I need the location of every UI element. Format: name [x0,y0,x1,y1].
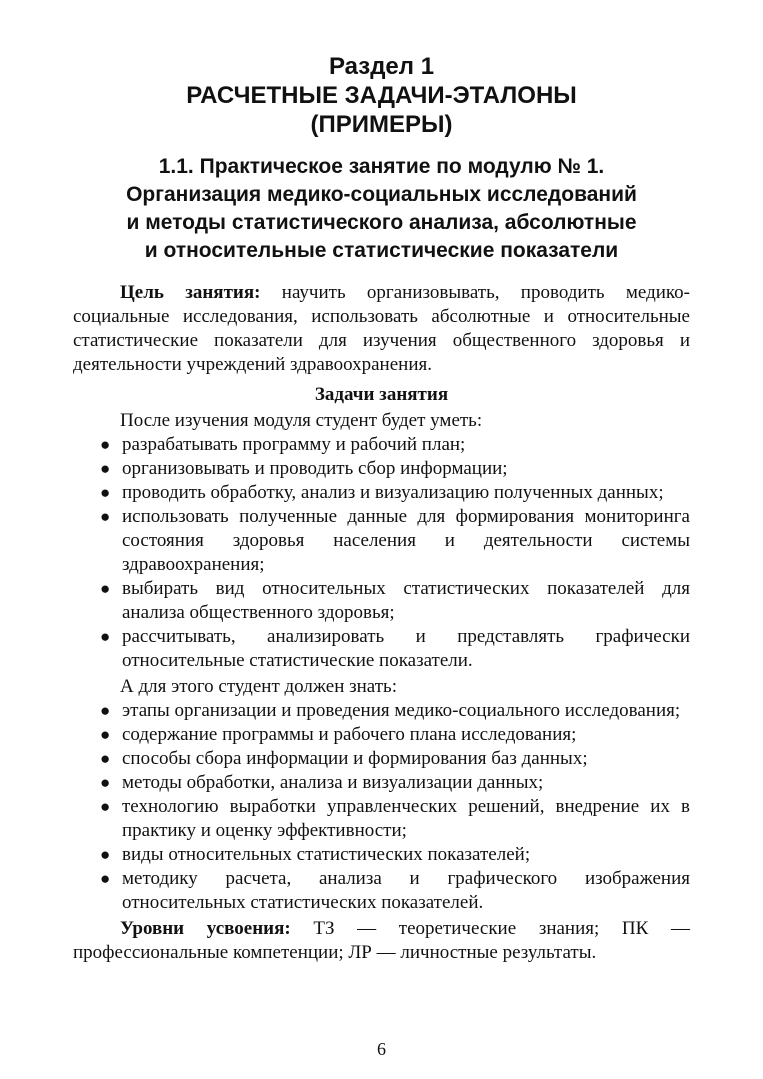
list-item-text: технологию выработки управленческих решений, внедрение их в практику и оценку эффективности; [122,796,690,841]
list-item [73,505,690,577]
list-item-text: организовывать и проводить сбор информации; [122,458,508,479]
levels-paragraph [73,917,690,965]
goal-label: Цель занятия: [120,282,261,303]
list-item [73,795,690,843]
list-item [73,625,690,673]
bullet-icon: ● [100,579,111,598]
list-item-text: разрабатывать программу и рабочий план; [122,434,466,455]
knowledge-list [73,699,690,915]
list-item-text: проводить обработку, анализ и визуализацию полученных данных; [122,482,664,503]
list-item-text: способы сбора информации и формирования баз данных; [122,748,588,769]
list-item [73,771,690,795]
list-item-text: содержание программы и рабочего плана исследования; [122,724,577,745]
bullet-icon: ● [100,749,111,768]
list-item [73,723,690,747]
subsection-title-line2: Организация медико-социальных исследований [126,183,637,206]
skills-list [73,433,690,673]
bullet-icon: ● [100,845,111,864]
knowledge-intro: А для этого студент должен знать: [120,676,397,697]
list-item [73,577,690,625]
section-heading [73,52,690,139]
list-item-text: использовать полученные данные для формирования мониторинга состояния здоровья населения и деятельности системы здравоохранения; [122,506,690,575]
bullet-icon: ● [100,797,111,816]
levels-text: ТЗ — теоретические знания; ПК — профессиональные компетенции; ЛР — личностные результаты. [73,918,690,963]
list-item-text: виды относительных статистических показателей; [122,844,531,865]
bullet-icon: ● [100,483,111,502]
list-item-text: выбирать вид относительных статистических показателей для анализа общественного здоровья; [122,578,690,623]
section-label: Раздел 1 [328,53,435,80]
bullet-icon: ● [100,773,111,792]
levels-label: Уровни усвоения: [120,918,291,939]
bullet-icon: ● [100,869,111,888]
bullet-icon: ● [100,435,111,454]
subsection-title-line3: и методы статистического анализа, абсолютные [126,211,637,234]
list-item [73,457,690,481]
list-item [73,867,690,915]
list-item [73,433,690,457]
list-item [73,481,690,505]
bullet-icon: ● [100,701,111,720]
tasks-heading: Задачи занятия [314,384,449,405]
section-title-line1: РАСЧЕТНЫЕ ЗАДАЧИ-ЭТАЛОНЫ [186,82,577,109]
bullet-icon: ● [100,627,111,646]
subsection-heading [73,153,690,265]
page-number: 6 [377,1039,386,1059]
bullet-icon: ● [100,459,111,478]
skills-intro: После изучения модуля студент будет уметь: [120,410,483,431]
section-title-line2: (ПРИМЕРЫ) [310,111,453,138]
subsection-title-line4: и относительные статистические показатели [144,239,619,262]
goal-text: научить организовывать, проводить медико-социальные исследования, использовать абсолютные и относительные статистические показатели для изучения общественного здоровья и деятельности учреждений здравоохранения. [73,282,691,375]
goal-paragraph [73,281,690,377]
document-page [73,52,690,965]
list-item-text: методику расчета, анализа и графического изображения относительных статистических показателей. [122,868,690,913]
subsection-title-line1: 1.1. Практическое занятие по модулю № 1. [158,155,605,178]
list-item [73,843,690,867]
bullet-icon: ● [100,507,111,526]
bullet-icon: ● [100,725,111,744]
list-item-text: рассчитывать, анализировать и представлять графически относительные статистические показатели. [122,626,690,671]
list-item [73,747,690,771]
list-item-text: этапы организации и проведения медико-социального исследования; [122,700,681,721]
list-item [73,699,690,723]
list-item-text: методы обработки, анализа и визуализации данных; [122,772,544,793]
